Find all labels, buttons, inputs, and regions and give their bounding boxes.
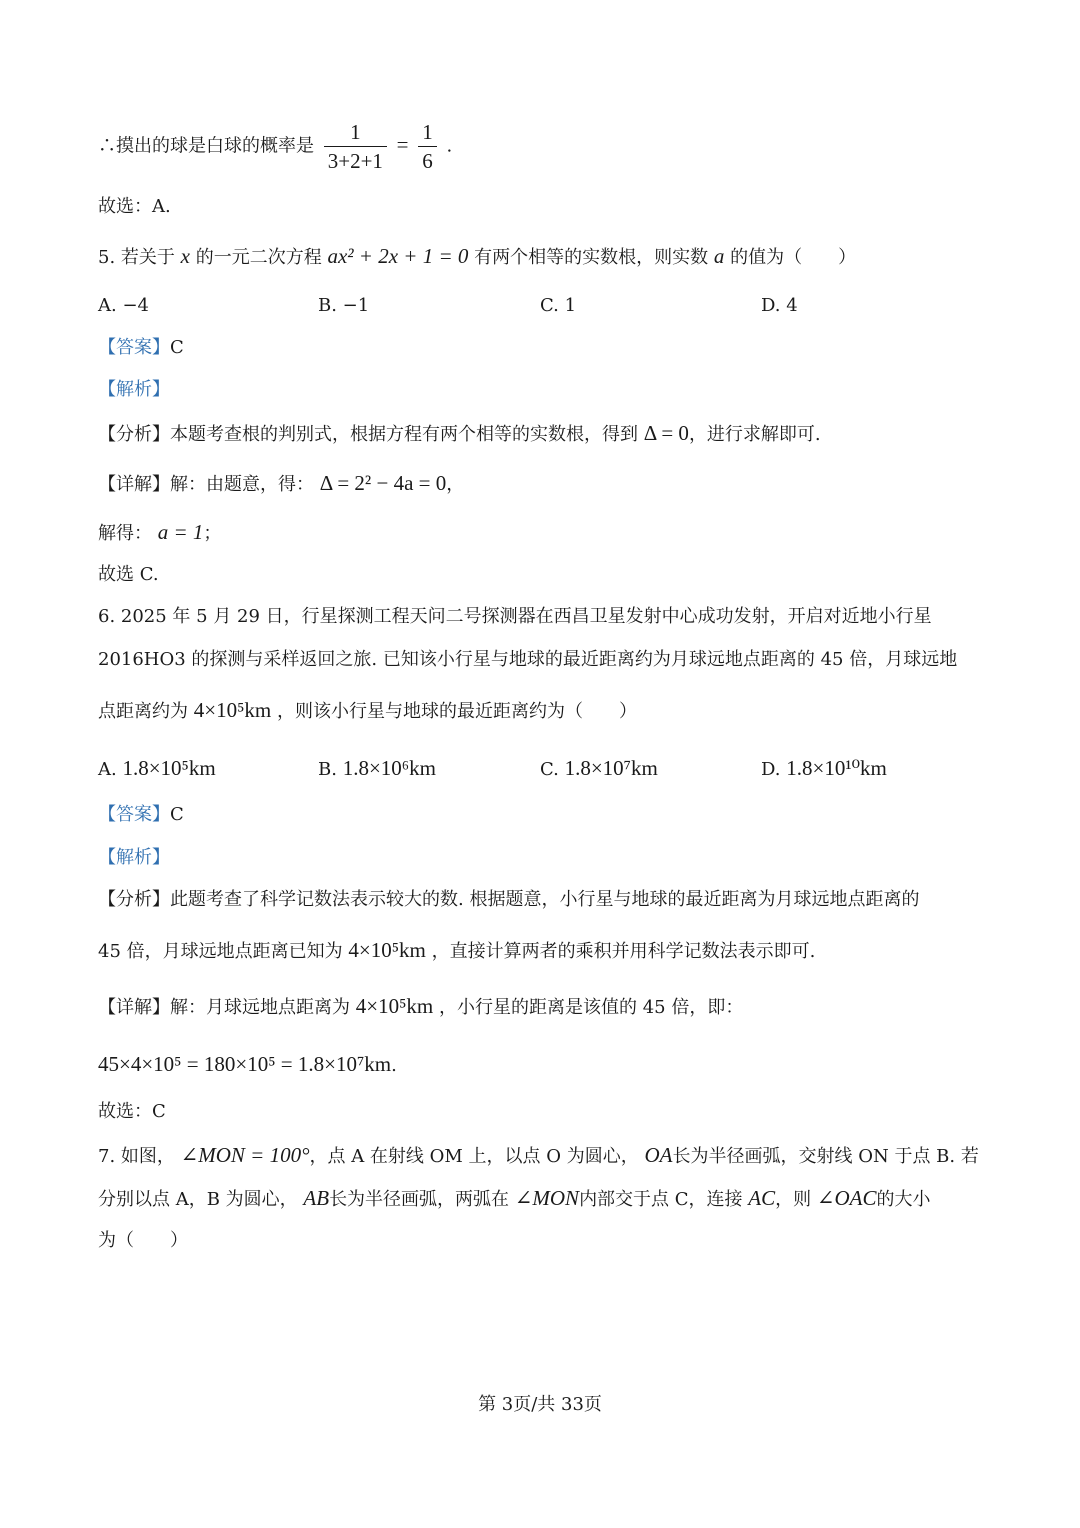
q4-choice: 故选：A.	[98, 196, 171, 217]
q5-stem: 5. 若关于 x 的一元二次方程 ax² + 2x + 1 = 0 有两个相等的实数根，则实数 a 的值为（ ）	[98, 244, 857, 268]
probability-line: ∴摸出的球是白球的概率是 $\frac{1}{3+2+1}$ = $\frac{1}{6}$ .	[98, 120, 453, 173]
q6-fenxi-line1: 【分析】此题考查了科学记数法表示较大的数. 根据题意，小行星与地球的最近距离为月球远地点距离的	[98, 889, 920, 910]
q6-fenxi-line2: 45 倍，月球远地点距离已知为 4×10⁵km ，直接计算两者的乘积并用科学记数法表示即可.	[98, 938, 816, 962]
q6-option-b: B. 1.8×10⁶km	[318, 756, 436, 780]
q5-fenxi: 【分析】本题考查根的判别式，根据方程有两个相等的实数根，得到 Δ = 0，进行求解即可.	[98, 421, 821, 445]
q6-answer: 【答案】C	[98, 804, 184, 825]
q6-stem-line3: 点距离约为 4×10⁵km ，则该小行星与地球的最近距离约为（ ）	[98, 698, 637, 722]
page-footer: 第 3页/共 33页	[478, 1394, 602, 1415]
q6-option-a: A. 1.8×10⁵km	[98, 756, 216, 780]
q5-option-a: A. −4	[98, 295, 149, 316]
q6-option-d: D. 1.8×10¹⁰km	[761, 756, 887, 780]
q7-line1: 7. 如图， ∠MON = 100°，点 A 在射线 OM 上，以点 O 为圆心， OA长为半径画弧，交射线 ON 于点 B. 若	[98, 1143, 979, 1167]
q6-calc: 45×4×10⁵ = 180×10⁵ = 1.8×10⁷km.	[98, 1052, 397, 1076]
q6-stem-line2: 2016HO3 的探测与采样返回之旅. 已知该小行星与地球的最近距离约为月球远地点距离的 45 倍，月球远地	[98, 649, 958, 670]
q5-xiangjie: 【详解】解：由题意，得： Δ = 2² − 4a = 0，	[98, 471, 465, 495]
q5-analysis-tag: 【解析】	[98, 379, 170, 400]
probability-text: ∴摸出的球是白球的概率是	[98, 135, 314, 157]
q5-answer: 【答案】C	[98, 337, 184, 358]
q6-choice: 故选：C	[98, 1101, 166, 1122]
q5-equation: ax² + 2x + 1 = 0	[327, 244, 469, 268]
q7-line3: 为（ ）	[98, 1230, 188, 1251]
q5-option-c: C. 1	[540, 295, 577, 316]
q6-option-c: C. 1.8×10⁷km	[540, 756, 658, 780]
q5-option-b: B. −1	[318, 295, 370, 316]
q6-xiangjie: 【详解】解：月球远地点距离为 4×10⁵km ，小行星的距离是该值的 45 倍，即：	[98, 994, 744, 1018]
fraction-1: $\frac{1}{3+2+1}$	[324, 118, 387, 175]
q5-choice: 故选 C.	[98, 564, 159, 585]
fraction-2: $\frac{1}{6}$	[418, 118, 437, 175]
q5-option-d: D. 4	[761, 295, 798, 316]
q6-stem-line1: 6. 2025 年 5 月 29 日，行星探测工程天问二号探测器在西昌卫星发射中心成功发射，开启对近地小行星	[98, 606, 932, 627]
q5-solve: 解得： a = 1；	[98, 520, 222, 544]
q7-line2: 分别以点 A，B 为圆心， AB长为半径画弧，两弧在 ∠MON内部交于点 C，连接 AC，则 ∠OAC的大小	[98, 1186, 931, 1210]
q6-analysis-tag: 【解析】	[98, 847, 170, 868]
